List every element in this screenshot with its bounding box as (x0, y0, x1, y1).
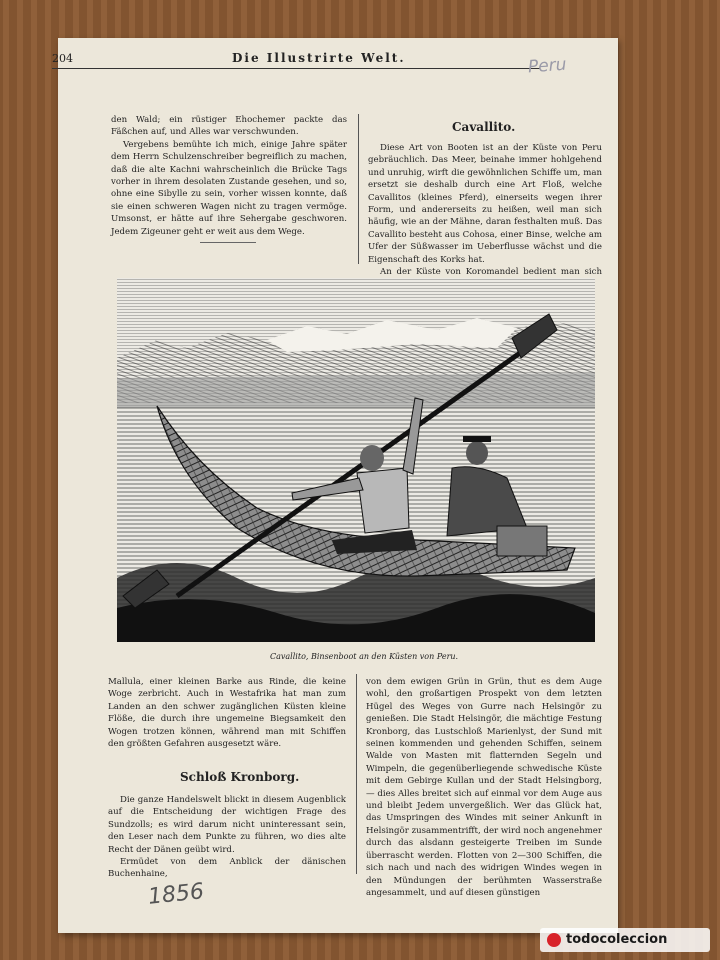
watermark-logo-icon (547, 933, 561, 947)
column-rule-bottom (356, 674, 357, 874)
paragraph: Ermüdet von dem Anblick der dänischen Buchenhaine, (108, 857, 346, 880)
paragraph: An der Küste von Koromandel bedient man sich (380, 267, 602, 278)
journal-title: Die Illustrirte Welt. (232, 51, 406, 65)
page-number: 204 (52, 52, 73, 65)
paragraph: Vergebens bemühte ich mich, einige Jahre später dem Herrn Schulzenschreiber begreiflich zu machen, daß die alte Kachni wahrscheinlich die Brücke Tags vorher in ihrem desolaten Zustande gesehen, und so, ohne eine Sibylle zu sein, vorher wissen konnte, daß sie einen schweren Wagen nicht zu tragen vermöge. Umsonst, er hätte auf ihre Sehergabe geschworen. Jedem Zigeuner geht er weit aus dem Wege. (111, 139, 347, 237)
right-top-column (368, 142, 602, 291)
column-rule-top (358, 114, 359, 264)
bottom-right-column (366, 676, 602, 899)
separator-rule (200, 242, 256, 243)
running-header (52, 50, 540, 69)
pencil-note-peru: Peru (527, 54, 568, 78)
pencil-note-year: 1856 (146, 879, 206, 910)
section-title-kronborg: Schloß Kronborg. (180, 770, 300, 784)
bottom-left-column-top (108, 676, 346, 750)
bottom-left-column (108, 794, 346, 881)
left-top-column (111, 114, 347, 238)
paragraph: von dem ewigen Grün in Grün, thut es dem Auge wohl, den großartigen Prospekt von dem letzten Hügel des Weges von Gurre nach Helsingör zu genießen. Die Stadt Helsingör, die mächtige Festung Kronborg, das Lustschloß Marienlyst, der Sund mit seinen kommenden und gehenden Schiffen, seinem Walde von Masten mit flatternden Segeln und Wimpeln, die gegenüberliegende schwedische Küste mit dem Gebirge Kullan und der Stadt Helsingborg, — dies Alles breitet sich auf einmal vor dem Auge aus und bleibt Jedem unvergeßlich. Wer das Glück hat, das Umspringen des Windes mit seiner Ankunft in Helsingör zusammentrifft, der wird noch angenehmer durch das alsdann gesteigerte Treiben im Sunde überrascht werden. Flotten von 2—300 Schiffen, die sich nach und nach des widrigen Windes wegen in den Mündungen der berühmten Wasserstraße angesammelt, und auf diesen günstigen (366, 677, 602, 898)
paragraph: den Wald; ein rüstiger Ehochemer packte das Fäßchen auf, und Alles war verschwunden. (111, 115, 347, 138)
paragraph: Die ganze Handelswelt blickt in diesem Augenblick auf die Entscheidung der wichtigen Frage des Sundzolls; es wird darum nicht uninteressant sein, den Leser nach dem Punkte zu führen, wo dies alte Recht der Dänen geübt wird. (108, 795, 346, 855)
illustration-caption: Cavallito, Binsenboot an den Küsten von Peru. (270, 652, 459, 661)
section-title-cavallito: Cavallito. (452, 120, 516, 134)
cavallito-engraving (117, 278, 595, 642)
paragraph: Diese Art von Booten ist an der Küste von Peru gebräuchlich. Das Meer, beinahe immer hohlgehend und unruhig, wirft die gewöhnlichen Schiffe um, man ersetzt sie deshalb durch eine Art Floß, welche Cavallitos (kleines Pferd), einerseits wegen ihrer Form, und andererseits zu heißen, weil man sich häufig, wie an der Mähne, daran festhalten muß. Das Cavallito besteht aus Cohosa, einer Binse, welche am Ufer der Süßwasser im Ueberflusse wächst und die Eigenschaft des Korks hat. (368, 143, 602, 265)
watermark-text: todocoleccion (566, 932, 668, 947)
paragraph: Mallula, einer kleinen Barke aus Rinde, die keine Woge zerbricht. Auch in Westafrika hat man zum Landen an den schwer zugänglichen Küsten kleine Flöße, die durch ihre ungemeine Biegsamkeit den Wogen trotzen können, während man mit Schiffen den größten Gefahren ausgesetzt wäre. (108, 677, 346, 750)
watermark-badge (540, 928, 710, 952)
